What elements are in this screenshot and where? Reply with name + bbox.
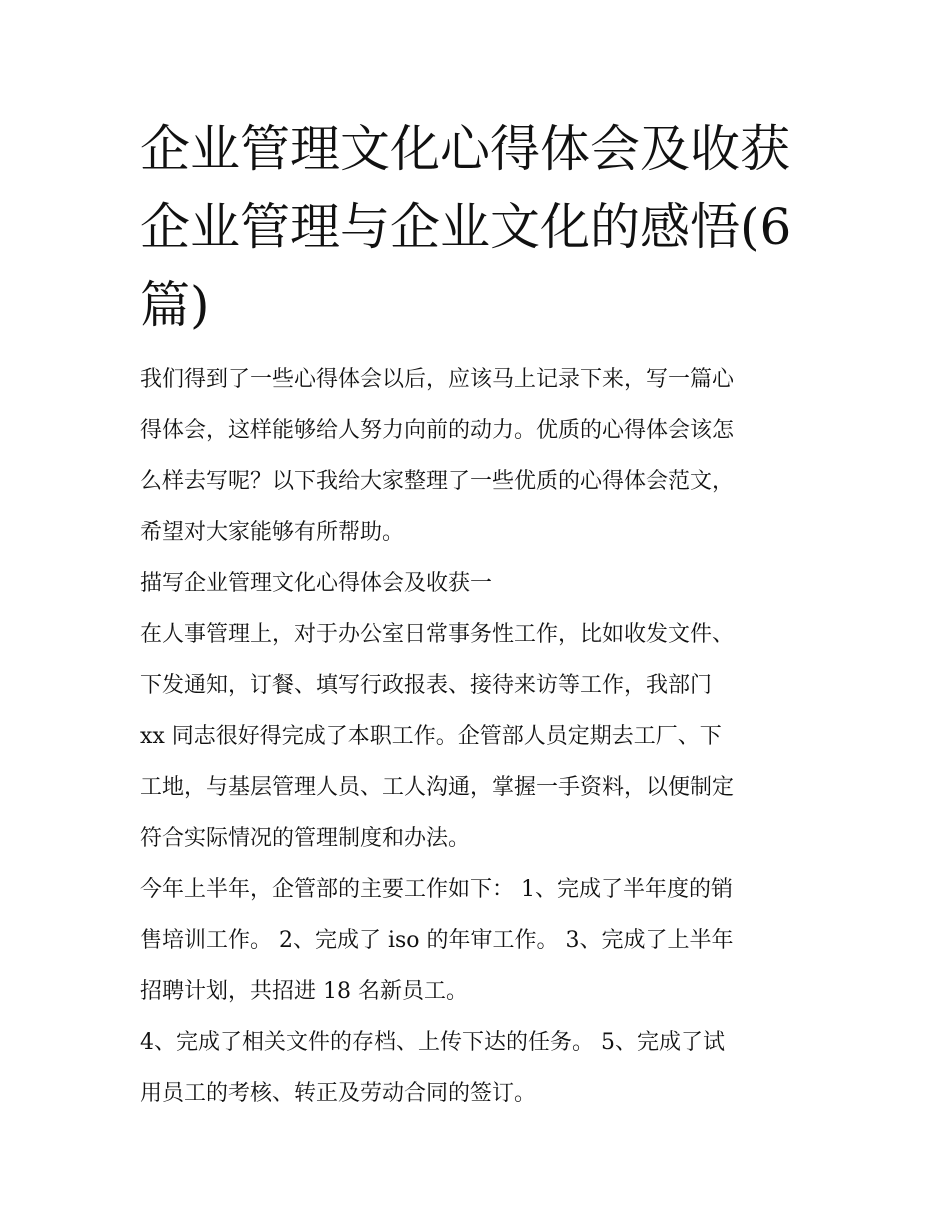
title-line: 企业管理与企业文化的感悟(6 <box>140 198 792 256</box>
title-line: 企业管理文化心得体会及收获 <box>140 120 790 178</box>
text-line: 4、完成了相关文件的存档、上传下达的任务。 5、完成了试 <box>140 1030 725 1055</box>
text-line: 在人事管理上，对于办公室日常事务性工作，比如收发文件、 <box>140 622 735 647</box>
text-line: 希望对大家能够有所帮助。 <box>140 520 405 545</box>
section-heading <box>140 558 830 609</box>
text-line: 我们得到了一些心得体会以后，应该马上记录下来，写一篇心 <box>140 367 735 392</box>
text-line: 工地，与基层管理人员、工人沟通，掌握一手资料，以便制定 <box>140 775 735 800</box>
text-line: 得体会，这样能够给人努力向前的动力。优质的心得体会该怎 <box>140 418 735 443</box>
text-line: 下发通知，订餐、填写行政报表、接待来访等工作，我部门 <box>140 673 713 698</box>
text-line: xx 同志很好得完成了本职工作。企管部人员定期去工厂、下 <box>140 724 722 749</box>
text-line: 用员工的考核、转正及劳动合同的签订。 <box>140 1081 537 1106</box>
text-line: 描写企业管理文化心得体会及收获一 <box>140 571 493 596</box>
text-line: 今年上半年，企管部的主要工作如下： 1、完成了半年度的销 <box>140 877 733 902</box>
title-line: 篇) <box>140 276 210 334</box>
tasks-paragraph <box>140 1017 830 1119</box>
text-line: 么样去写呢？以下我给大家整理了一些优质的心得体会范文， <box>140 469 735 494</box>
text-line: 招聘计划，共招进 18 名新员工。 <box>140 979 468 1004</box>
personnel-paragraph <box>140 609 830 864</box>
intro-paragraph <box>140 354 830 558</box>
text-line: 售培训工作。 2、完成了 iso 的年审工作。 3、完成了上半年 <box>140 928 734 953</box>
document-body <box>140 354 830 1119</box>
work-summary-paragraph <box>140 864 830 1017</box>
document-title <box>140 110 820 344</box>
text-line: 符合实际情况的管理制度和办法。 <box>140 826 471 851</box>
